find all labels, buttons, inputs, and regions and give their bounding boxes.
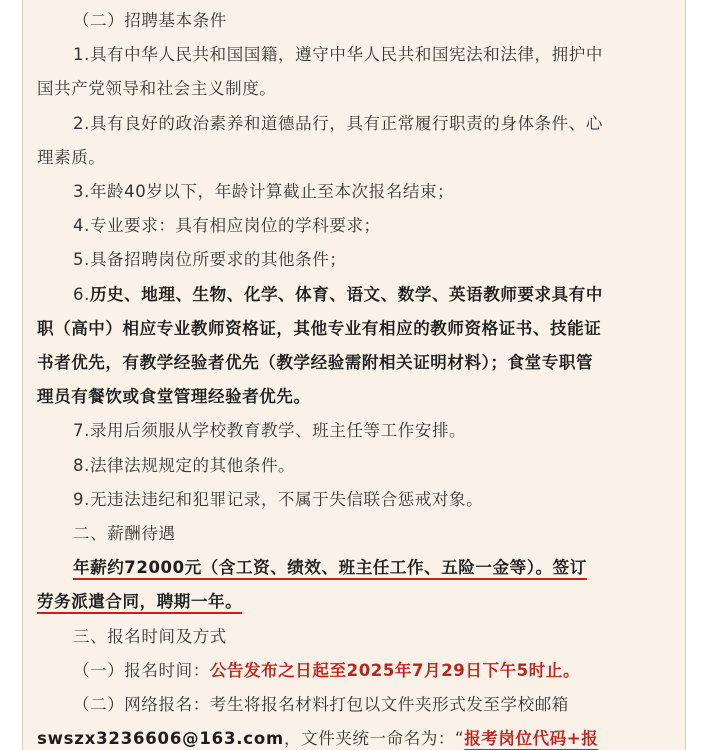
- condition-item-3: 3.年龄40岁以下，年龄计算截止至本次报名结束；: [73, 182, 455, 202]
- condition-item-6-line-1: [37, 278, 673, 312]
- online-registration-line-2: [37, 722, 673, 750]
- online-registration-line-1: （二）网络报名：考生将报名材料打包以文件夹形式发至学校邮箱: [73, 695, 569, 715]
- condition-item-1-line-2: 国共产党领导和社会主义制度。: [37, 79, 277, 99]
- condition-item-6-line-2: 职（高中）相应专业教师资格证，其他专业有相应的教师资格证书、技能证: [37, 318, 602, 338]
- condition-item-6-line-3: 书者优先，有教学经验者优先（教学经验需附相关证明材料）；食堂专职管: [37, 353, 594, 373]
- condition-item-2-line-2: 理素质。: [37, 147, 106, 167]
- naming-text: ，文件夹统一命名为：“: [284, 729, 465, 749]
- salary-text-2: 劳务派遣合同，聘期一年。: [37, 592, 243, 612]
- article-content: [37, 4, 673, 750]
- condition-item-2-line-1: 2.具有良好的政治素养和道德品行，具有正常履行职责的身体条件、心: [73, 113, 603, 133]
- condition-item-7: 7.录用后须服从学校教育教学、班主任等工作安排。: [73, 421, 467, 441]
- condition-item-5: 5.具备招聘岗位所要求的其他条件；: [73, 250, 347, 270]
- naming-value: 报考岗位代码+报: [464, 729, 599, 749]
- article-frame: [22, 0, 686, 750]
- registration-time-label: （一）报名时间：: [73, 660, 210, 680]
- condition-item-6-number: 6.: [73, 284, 90, 304]
- condition-item-9: 9.无违法违纪和犯罪记录，不属于失信联合惩戒对象。: [73, 489, 484, 509]
- condition-item-8: 8.法律法规规定的其他条件。: [73, 455, 296, 475]
- condition-item-6-line-4: 理员有餐饮或食堂管理经验者优先。: [37, 387, 311, 407]
- registration-heading: 三、报名时间及方式: [73, 626, 227, 646]
- salary-line-2: [37, 585, 673, 619]
- salary-line-1: [37, 551, 673, 585]
- school-email[interactable]: swszx3236606@163.com: [37, 729, 285, 749]
- registration-time: [37, 654, 673, 688]
- registration-time-value: 公告发布之日起至2025年7月29日下午5时止。: [209, 660, 581, 680]
- condition-item-4: 4.专业要求：具有相应岗位的学科要求；: [73, 216, 381, 236]
- salary-text-1: 年薪约72000元（含工资、绩效、班主任工作、五险一金等）。签订: [73, 558, 587, 578]
- salary-heading: 二、薪酬待遇: [73, 524, 176, 544]
- condition-item-1-line-1: 1.具有中华人民共和国国籍，遵守中华人民共和国宪法和法律，拥护中: [73, 45, 603, 65]
- condition-item-6-text: 历史、地理、生物、化学、体育、语文、数学、英语教师要求具有中: [89, 284, 603, 304]
- conditions-heading: （二）招聘基本条件: [73, 11, 227, 30]
